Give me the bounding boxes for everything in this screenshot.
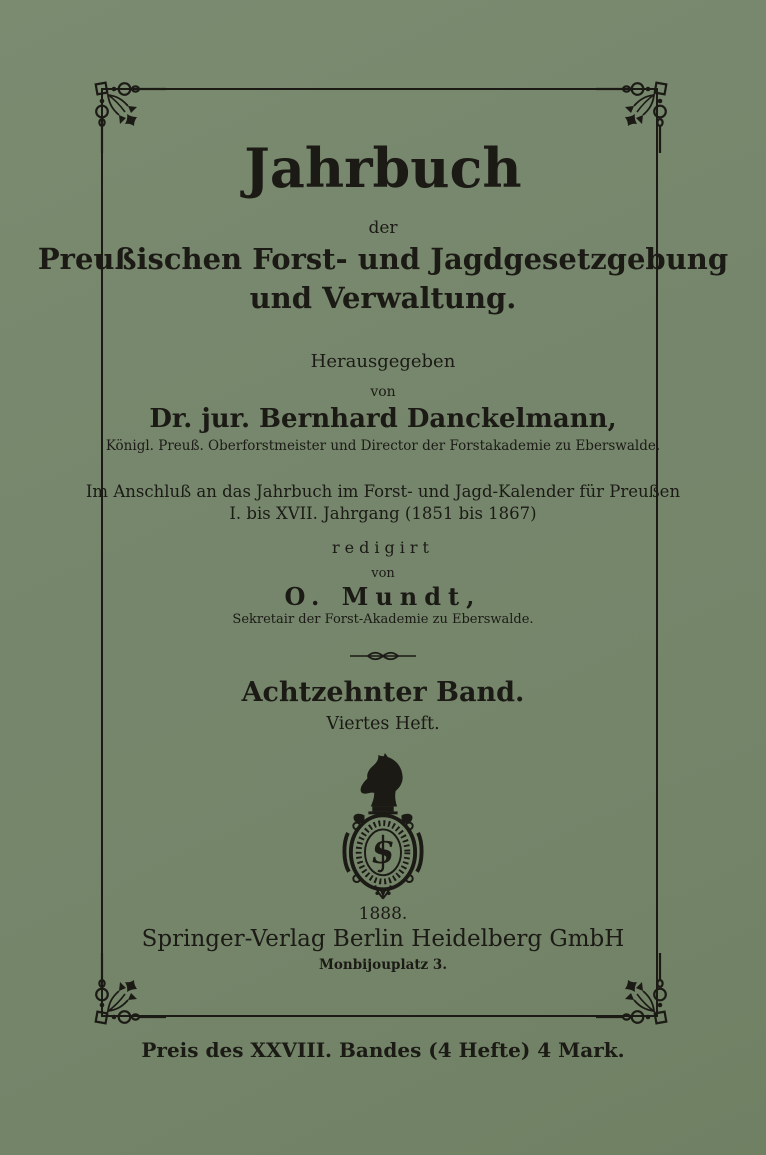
publication-year: 1888. (358, 904, 408, 924)
series-note-line-1: Im Anschluß an das Jahrbuch im Forst- und Jagd-Kalender für Preußen (85, 482, 681, 501)
title-connector: der (368, 218, 398, 238)
publisher-address: Monbijouplatz 3. (318, 957, 448, 973)
editor-title: Königl. Preuß. Oberforstmeister und Director der Forstakademie zu Eberswalde. (105, 438, 661, 454)
knot-divider-icon (350, 648, 416, 664)
von-label-redactor: von (371, 566, 395, 581)
issue-label: Viertes Heft. (326, 714, 440, 734)
subtitle-line-2: und Verwaltung. (249, 281, 517, 315)
editor-name: Dr. jur. Bernhard Danckelmann, (149, 404, 617, 434)
herausgegeben-label: Herausgegeben (310, 351, 456, 372)
redigirt-label: redigirt (332, 538, 434, 557)
publisher-name: Springer-Verlag Berlin Heidelberg GmbH (141, 926, 625, 952)
divider-row (0, 645, 766, 664)
volume-label: Achtzehnter Band. (241, 677, 525, 708)
series-note-line-2: I. bis XVII. Jahrgang (1851 bis 1867) (229, 504, 537, 523)
book-title: Jahrbuch (244, 136, 522, 200)
emblem-monogram: S (372, 836, 394, 872)
redactor-name: O. Mundt, (284, 582, 482, 611)
von-label-editor: von (370, 384, 396, 400)
subtitle-line-1: Preußischen Forst- und Jagdgesetzgebung (37, 242, 729, 276)
redactor-title: Sekretair der Forst-Akademie zu Eberswalde. (232, 612, 534, 627)
price-note: Preis des XXVIII. Bandes (4 Hefte) 4 Mark. (141, 1038, 625, 1062)
springer-knight-emblem-icon (335, 753, 431, 901)
